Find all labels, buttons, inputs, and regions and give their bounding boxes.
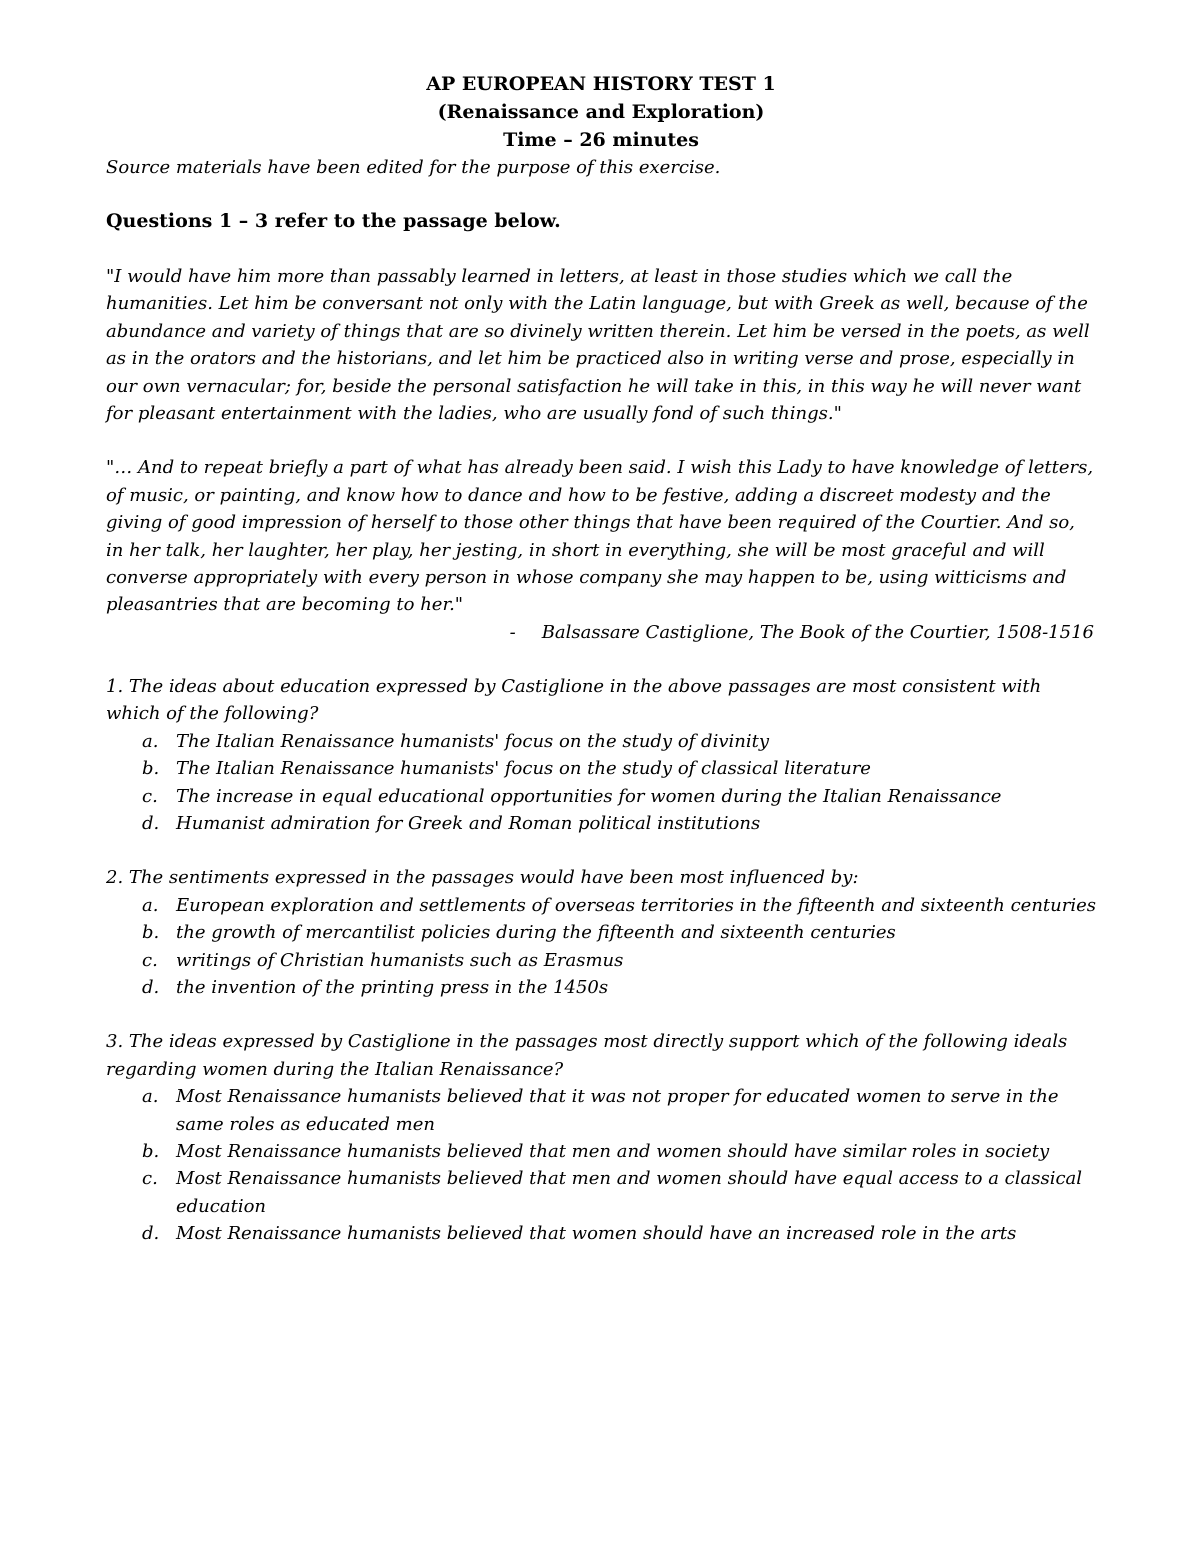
choice-letter: d. [142, 812, 160, 834]
time-limit: Time – 26 minutes [503, 129, 699, 151]
passage-attribution [106, 619, 1096, 646]
answer-choice [106, 974, 1096, 1001]
question-set-label: Questions 1 – 3 refer to the passage below. [106, 210, 561, 232]
choice-text: the invention of the printing press in the 1450s [176, 976, 609, 998]
choice-letter: b. [142, 758, 160, 780]
answer-choice [106, 1165, 1096, 1220]
choice-letter: d. [142, 1223, 160, 1245]
choice-letter: c. [142, 785, 158, 807]
choice-text: The Italian Renaissance humanists' focus on the study of divinity [176, 730, 769, 752]
choice-text: Most Renaissance humanists believed that men and women should have similar roles in society [176, 1140, 1050, 1162]
answer-choices [106, 728, 1096, 838]
choice-letter: a. [142, 730, 159, 752]
source-note: Source materials have been edited for the purpose of this exercise. [106, 157, 721, 178]
choice-text: The Italian Renaissance humanists' focus on the study of classical literature [176, 758, 871, 780]
question-3 [106, 1028, 1096, 1247]
question-stem: 2. The sentiments expressed in the passages would have been most influenced by: [106, 867, 859, 889]
attribution-dash: - [509, 621, 516, 643]
passage-paragraph-1: "I would have him more than passably learned in letters, at least in those studies which we call the humanities. Let him be conversant not only with the Latin language, but with Greek as well, because of the abundance and variety of things that are so divinely written therein. Let him be versed in the poets, as well as in the orators and the historians, and let him be practiced also in writing verse and prose, especially in our own vernacular; for, beside the personal satisfaction he will take in this, in this way he will never want for pleasant entertainment with the ladies, who are usually fond of such things." [106, 266, 1090, 425]
choice-letter: a. [142, 1086, 159, 1108]
answer-choice [106, 892, 1096, 919]
answer-choice [106, 947, 1096, 974]
choice-text: Humanist admiration for Greek and Roman political institutions [176, 812, 761, 834]
question-2 [106, 864, 1096, 1001]
document-page [106, 70, 1096, 1248]
title-block [106, 70, 1096, 154]
passage [106, 263, 1096, 646]
answer-choice [106, 1138, 1096, 1165]
choice-text: Most Renaissance humanists believed that it was not proper for educated women to serve in the same roles as educated men [176, 1086, 1059, 1135]
page-title: AP EUROPEAN HISTORY TEST 1 [426, 73, 776, 95]
answer-choice [106, 755, 1096, 782]
choice-letter: b. [142, 922, 160, 944]
answer-choices [106, 892, 1096, 1002]
page-subtitle: (Renaissance and Exploration) [437, 101, 765, 123]
question-stem: 1. The ideas about education expressed by Castiglione in the above passages are most consistent with which of the following? [106, 675, 1042, 725]
choice-letter: c. [142, 1168, 158, 1190]
choice-text: European exploration and settlements of overseas territories in the fifteenth and sixteenth centuries [176, 894, 1097, 916]
answer-choice [106, 783, 1096, 810]
answer-choices [106, 1083, 1096, 1247]
answer-choice [106, 1083, 1096, 1138]
choice-letter: d. [142, 976, 160, 998]
attribution-text: Balsassare Castiglione, The Book of the Courtier, 1508-1516 [541, 621, 1094, 643]
answer-choice [106, 919, 1096, 946]
question-stem: 3. The ideas expressed by Castiglione in the passages most directly support which of the following ideals regarding women during the Italian Renaissance? [106, 1031, 1068, 1080]
choice-letter: b. [142, 1140, 160, 1162]
choice-text: writings of Christian humanists such as Erasmus [176, 949, 624, 971]
answer-choice [106, 810, 1096, 837]
answer-choice [106, 1220, 1096, 1247]
choice-text: the growth of mercantilist policies during the fifteenth and sixteenth centuries [176, 922, 896, 944]
choice-text: Most Renaissance humanists believed that women should have an increased role in the arts [176, 1223, 1017, 1245]
question-1 [106, 673, 1096, 837]
choice-text: Most Renaissance humanists believed that men and women should have equal access to a classical education [176, 1168, 1083, 1217]
choice-letter: c. [142, 949, 158, 971]
passage-paragraph-2: "… And to repeat briefly a part of what has already been said. I wish this Lady to have knowledge of letters, of music, or painting, and know how to dance and how to be festive, adding a discreet modesty and the giving of good impression of herself to those other things that have been required of the Courtier. And so, in her talk, her laughter, her play, her jesting, in short in everything, she will be most graceful and will converse appropriately with every person in whose company she may happen to be, using witticisms and pleasantries that are becoming to her." [106, 457, 1094, 616]
choice-text: The increase in equal educational opportunities for women during the Italian Renaissance [176, 785, 1002, 807]
choice-letter: a. [142, 894, 159, 916]
answer-choice [106, 728, 1096, 755]
